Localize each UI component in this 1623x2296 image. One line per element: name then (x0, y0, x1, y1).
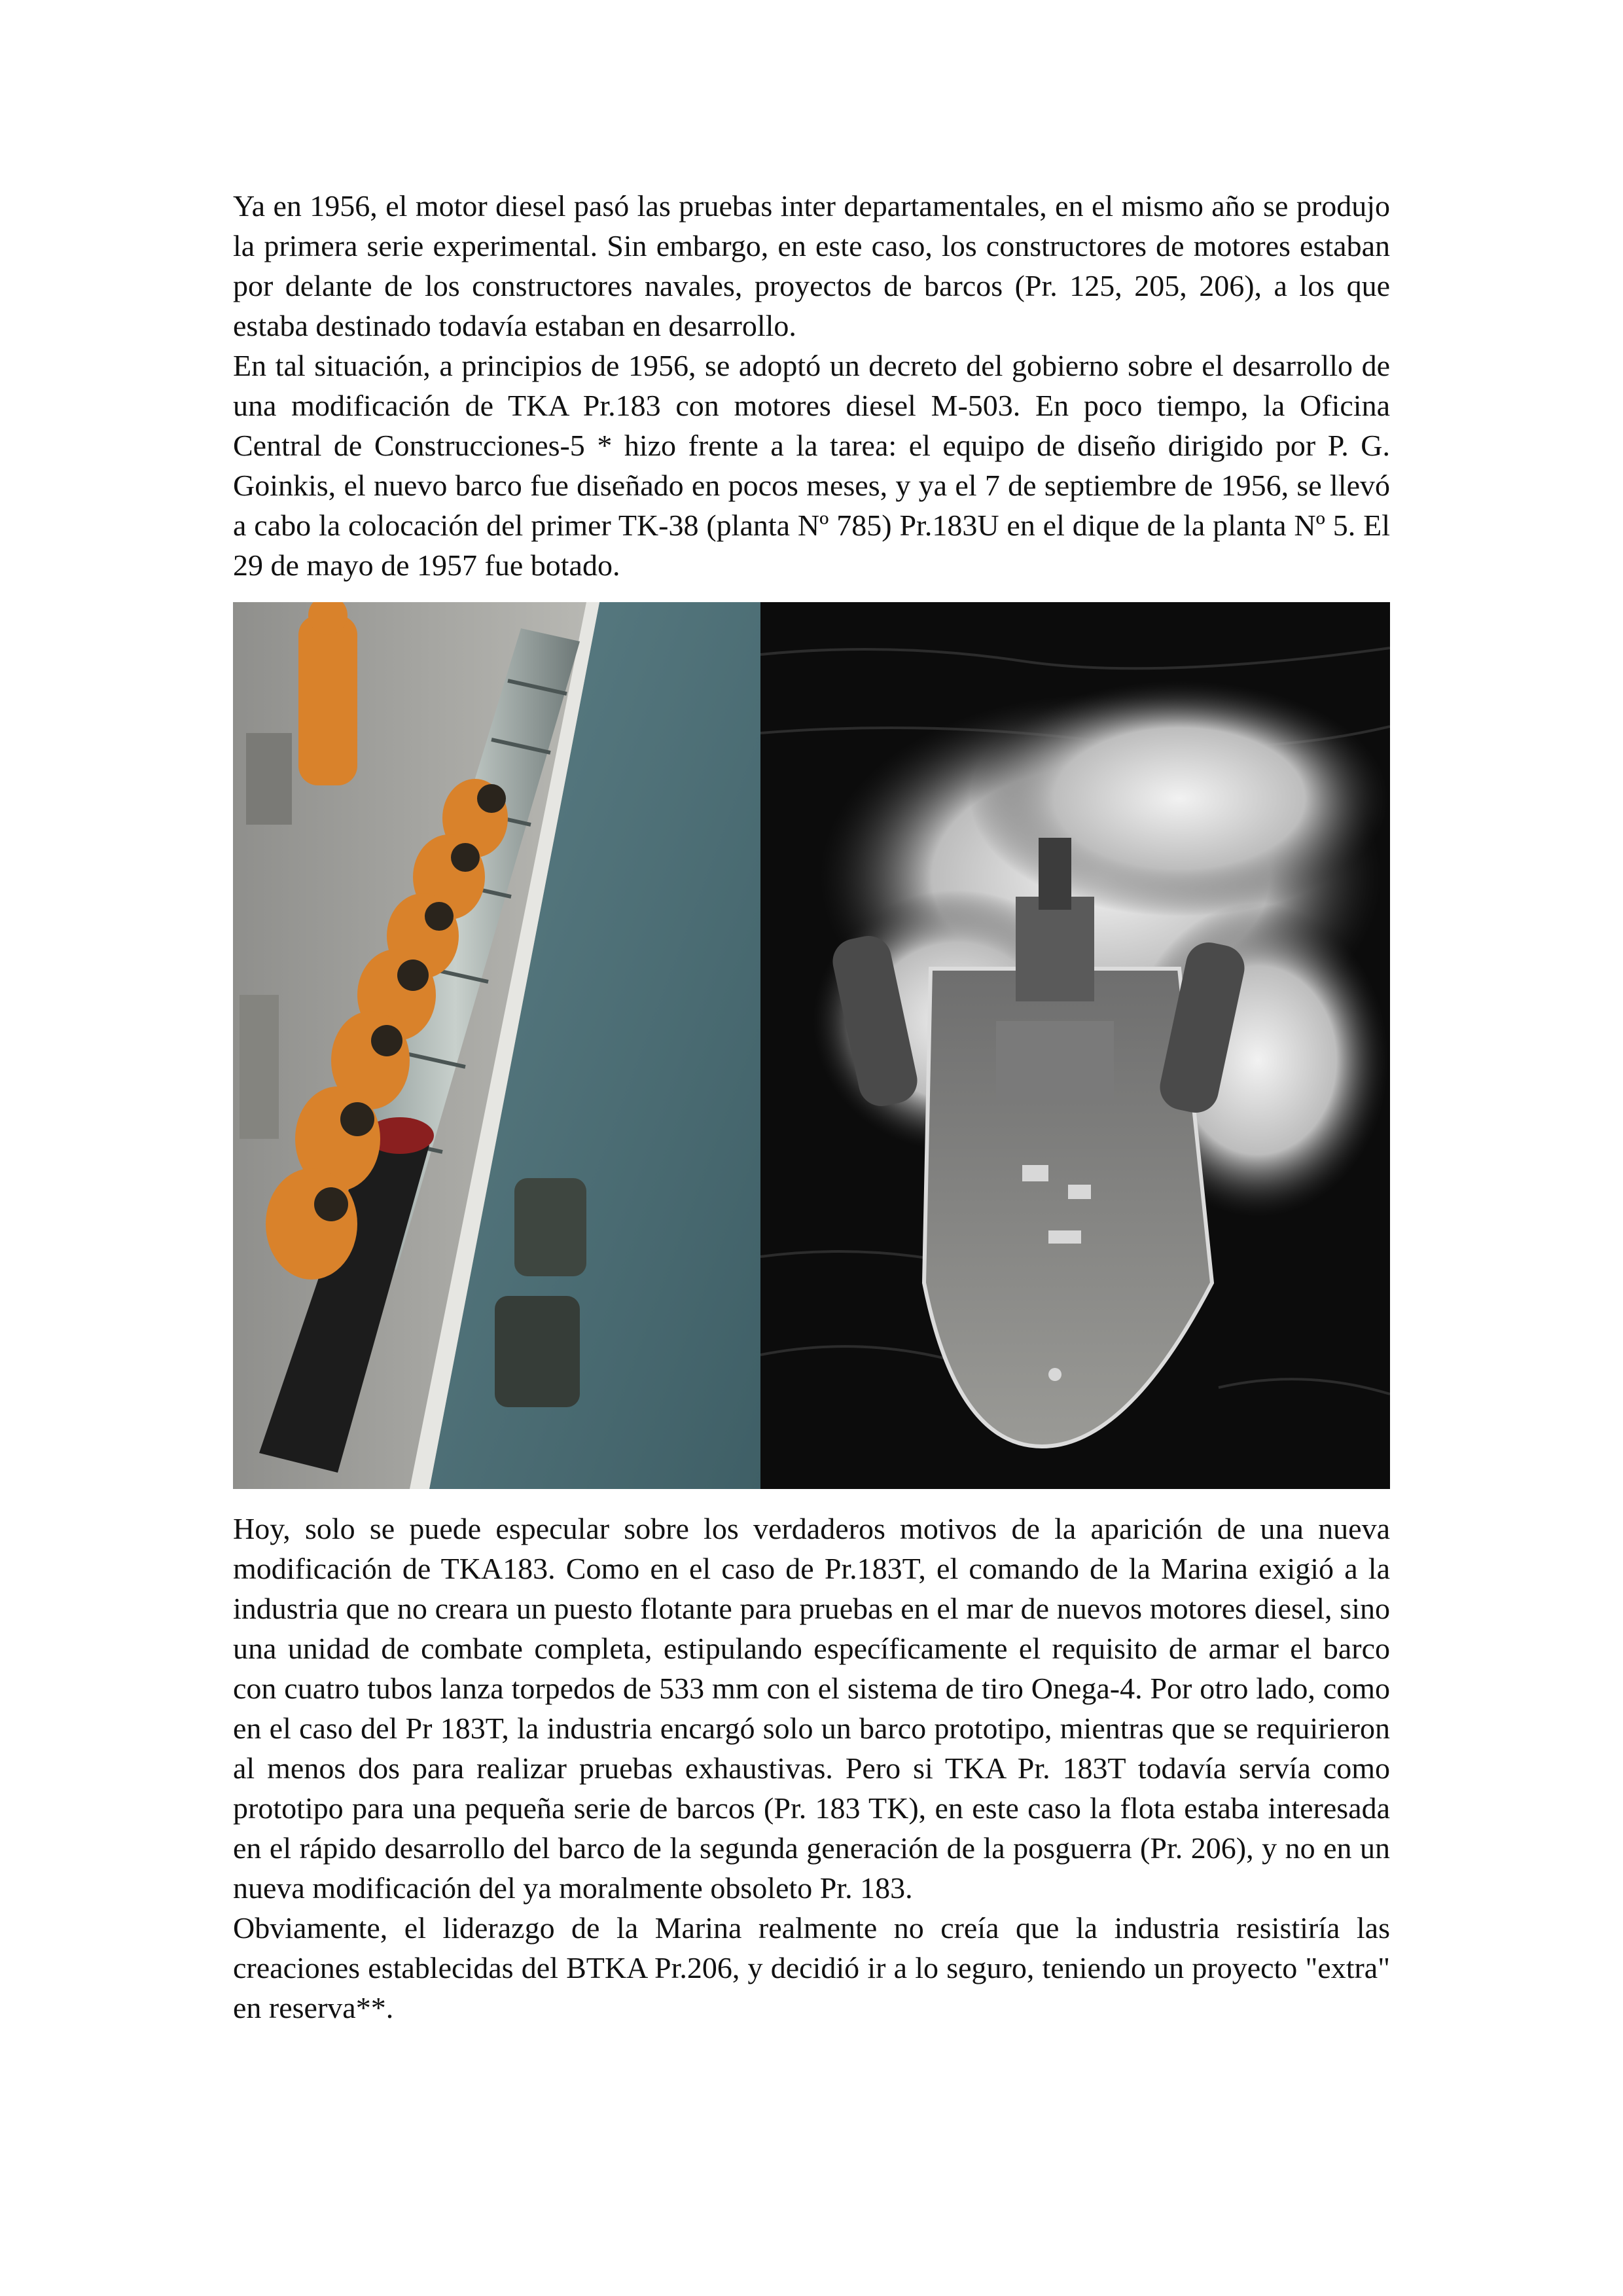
deck-drum (514, 1178, 586, 1276)
paragraph: Ya en 1956, el motor diesel pasó las pruebas inter departamentales, en el mismo año se produjo la primera serie experimental. Sin embargo, en este caso, los constructores de motores estaban por delante de los constructores navales, proyectos de barcos (Pr. 125, 205, 206), a los que estaba destinado todavía estaban en desarrollo. (233, 189, 1390, 342)
text-block-bottom (233, 1509, 1390, 2028)
text-block-top (233, 186, 1390, 585)
photo-torpedo-boat-at-speed (760, 602, 1390, 1489)
bridge-superstructure (1016, 897, 1094, 1001)
photo-crew-loading-torpedo (233, 602, 760, 1489)
mast (1039, 838, 1071, 910)
paragraph: Hoy, solo se puede especular sobre los verdaderos motivos de la aparición de una nueva modificación de TKA183. Como en el caso de Pr.183T, el comando de la Marina exigió a la industria que no creara un puesto flotante para pruebas en el mar de nuevos motores diesel, sino una unidad de combate completa, estipulando específicamente el requisito de armar el barco con cuatro tubos lanza torpedos de 533 mm con el sistema de tiro Onega-4. Por otro lado, como en el caso del Pr 183T, la industria encargó solo un barco prototipo, mientras que se requirieron al menos dos para realizar pruebas exhaustivas. Pero si TKA Pr. 183T todavía servía como prototipo para una pequeña serie de barcos (Pr. 183 TK), en este caso la flota estaba interesada en el rápido desarrollo del barco de la segunda generación de la posguerra (Pr. 206), y no en un nueva modificación del ya moralmente obsoleto Pr. 183. (233, 1512, 1390, 1905)
boat-illustration (760, 602, 1390, 1489)
paragraph: Obviamente, el liderazgo de la Marina realmente no creía que la industria resistiría las creaciones establecidas del BTKA Pr.206, y decidió ir a lo seguro, teniendo un proyecto "extra" en reserva**. (233, 1911, 1390, 2024)
paragraph: En tal situación, a principios de 1956, se adoptó un decreto del gobierno sobre el desarrollo de una modificación de TKA Pr.183 con motores diesel M-503. En poco tiempo, la Oficina Central de Construcciones-5 * hizo frente a la tarea: el equipo de diseño dirigido por P. G. Goinkis, el nuevo barco fue diseñado en pocos meses, y ya el 7 de septiembre de 1956, se llevó a cabo la colocación del primer TK-38 (planta Nº 785) Pr.183U en el dique de la planta Nº 5. El 29 de mayo de 1957 fue botado. (233, 349, 1390, 582)
deck-drum (495, 1296, 580, 1407)
crew-torpedo-illustration (233, 602, 760, 1489)
